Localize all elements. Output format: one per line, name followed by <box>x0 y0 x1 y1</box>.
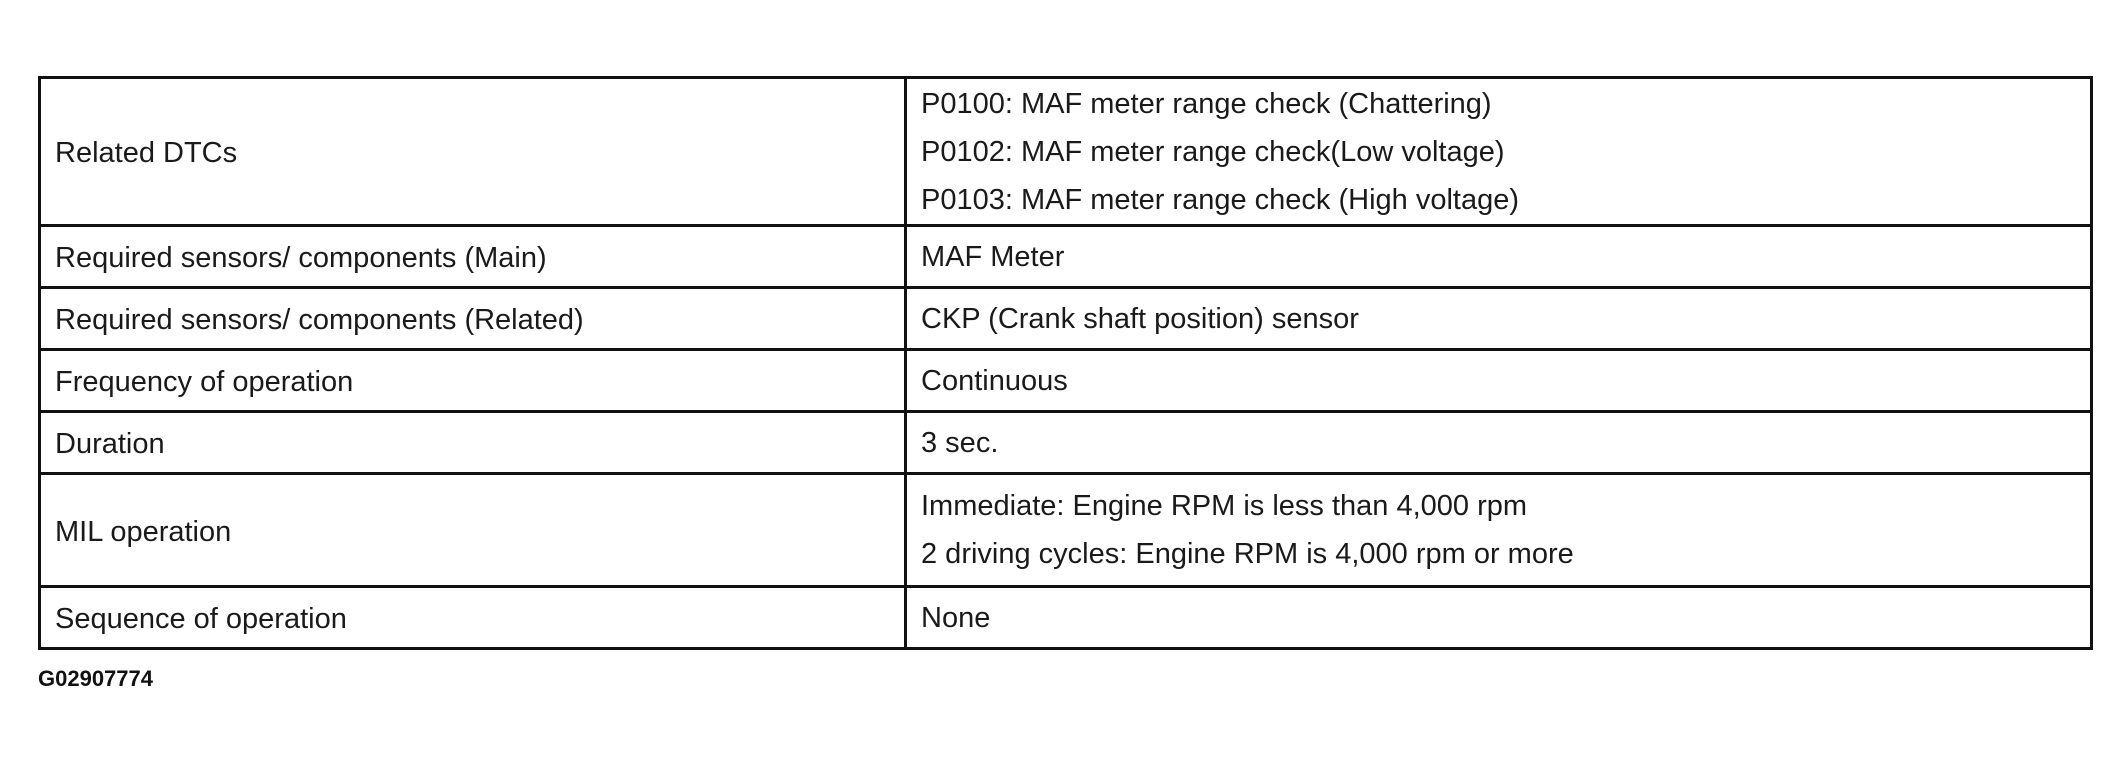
row-label: Sequence of operation <box>40 587 906 649</box>
row-label: MIL operation <box>40 474 906 587</box>
dtc-line: P0102: MAF meter range check(Low voltage) <box>921 135 1505 168</box>
table-row-frequency <box>40 350 2092 412</box>
value-line: 3 sec. <box>921 426 999 459</box>
figure-id: G02907774 <box>38 666 153 691</box>
row-value <box>906 412 2092 474</box>
table-row-duration <box>40 412 2092 474</box>
row-value <box>906 350 2092 412</box>
value-line: 2 driving cycles: Engine RPM is 4,000 rpm or more <box>921 538 1574 570</box>
row-label: Required sensors/ components (Main) <box>40 226 906 288</box>
table-row-required-related <box>40 288 2092 350</box>
value-line: MAF Meter <box>921 240 1065 273</box>
row-label: Duration <box>40 412 906 474</box>
row-label: Required sensors/ components (Related) <box>40 288 906 350</box>
table-row-mil-operation <box>40 474 2092 587</box>
value-line: Continuous <box>921 364 1068 397</box>
table-row-related-dtcs <box>40 78 2092 226</box>
dtc-line: P0103: MAF meter range check (High voltage) <box>921 183 1519 216</box>
row-value <box>906 226 2092 288</box>
value-line: Immediate: Engine RPM is less than 4,000 rpm <box>921 490 1528 522</box>
dtc-line: P0100: MAF meter range check (Chattering) <box>921 87 1492 120</box>
table-row-required-main <box>40 226 2092 288</box>
row-value <box>906 587 2092 649</box>
row-value <box>906 288 2092 350</box>
row-label: Related DTCs <box>40 78 906 226</box>
table-row-sequence <box>40 587 2092 649</box>
row-label: Frequency of operation <box>40 350 906 412</box>
row-value <box>906 474 2092 587</box>
value-line: None <box>921 601 991 634</box>
spec-table <box>38 76 2093 650</box>
row-value <box>906 78 2092 226</box>
value-line: CKP (Crank shaft position) sensor <box>921 302 1359 335</box>
